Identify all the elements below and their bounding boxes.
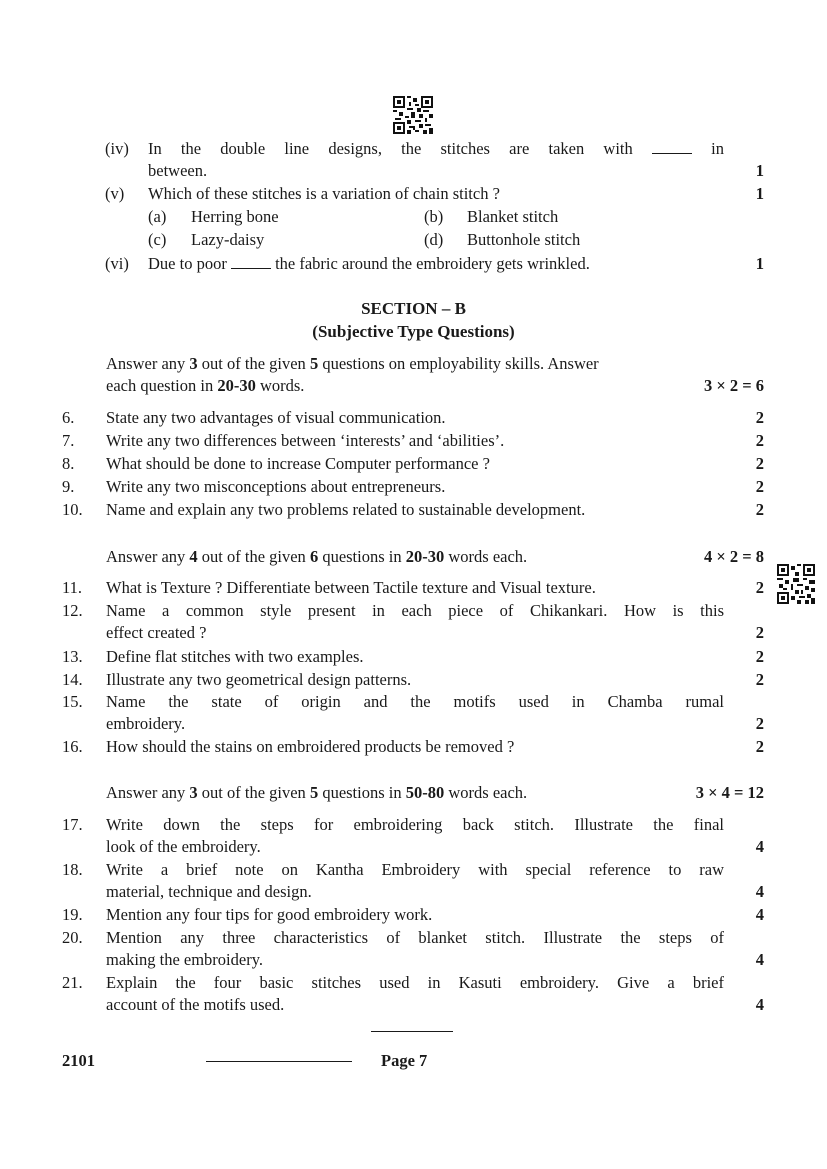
question-text: Write any two misconceptions about entrepreneurs.: [106, 477, 446, 496]
instruction-number: 3: [189, 783, 198, 802]
instruction-number: 5: [309, 354, 319, 373]
instruction-part: out of the given: [197, 354, 310, 373]
section-subtitle: (Subjective Type Questions): [312, 322, 515, 341]
question-number: 16.: [62, 737, 83, 756]
instruction: [106, 354, 599, 374]
qr-code-icon: [393, 96, 433, 134]
instruction: [106, 547, 527, 567]
instruction-range: 50-80: [405, 783, 445, 802]
question-text: [148, 254, 590, 274]
question-text-continued: between.: [148, 161, 208, 180]
qr-code-icon: [777, 564, 815, 604]
instruction-part: each question in: [106, 376, 218, 395]
question-number: 9.: [62, 477, 75, 496]
instruction-range: 20-30: [405, 547, 445, 566]
question-text-continued: making the embroidery.: [106, 950, 264, 969]
question-number: 18.: [62, 860, 83, 879]
instruction-part: Answer any: [106, 783, 190, 802]
marks: 4: [755, 837, 764, 856]
end-divider: [371, 1031, 453, 1032]
section-marks: 3 × 4 = 12: [695, 783, 764, 802]
marks: 2: [755, 408, 764, 427]
question-number: 13.: [62, 647, 83, 666]
question-text: Name a common style present in each piece of Chikankari. How is this: [106, 601, 724, 620]
question-text: Name and explain any two problems related to sustainable development.: [106, 500, 586, 519]
marks: 2: [755, 670, 764, 689]
section-marks: 4 × 2 = 8: [703, 547, 764, 566]
instruction-number: 5: [309, 783, 319, 802]
marks: 2: [755, 623, 764, 642]
question-number: 19.: [62, 905, 83, 924]
question-text-part: In the double line designs, the stitches are taken with: [148, 139, 633, 158]
question-text-continued: look of the embroidery.: [106, 837, 261, 856]
question-number: (vi): [105, 254, 129, 273]
instruction-part: questions in: [318, 783, 406, 802]
page-number: Page 7: [381, 1051, 428, 1070]
instruction-part: out of the given: [197, 547, 310, 566]
marks: 4: [755, 905, 764, 924]
option-text: Lazy-daisy: [191, 230, 265, 249]
marks: 2: [755, 737, 764, 756]
instruction-part: Answer any: [106, 354, 190, 373]
question-text: Write a brief note on Kantha Embroidery with special reference to raw: [106, 860, 724, 879]
question-text: How should the stains on embroidered products be removed ?: [106, 737, 515, 756]
option-text: Blanket stitch: [467, 207, 559, 226]
footer-rule: [206, 1061, 352, 1062]
question-text: Mention any three characteristics of blanket stitch. Illustrate the steps of: [106, 928, 724, 947]
question-text-continued: effect created ?: [106, 623, 207, 642]
question-text: [148, 139, 724, 159]
question-number: (v): [105, 184, 125, 203]
question-text-part: Due to poor: [148, 254, 227, 273]
instruction: [106, 783, 527, 803]
instruction-part: questions in: [318, 547, 406, 566]
marks: 2: [755, 500, 764, 519]
marks: 2: [755, 477, 764, 496]
question-text: Illustrate any two geometrical design patterns.: [106, 670, 412, 689]
question-text: Mention any four tips for good embroidery work.: [106, 905, 433, 924]
question-text: Write any two differences between ‘interests’ and ‘abilities’.: [106, 431, 505, 450]
question-number: 17.: [62, 815, 83, 834]
marks: 2: [755, 454, 764, 473]
question-number: 20.: [62, 928, 83, 947]
question-text-continued: account of the motifs used.: [106, 995, 285, 1014]
question-number: 21.: [62, 973, 83, 992]
option-text: Herring bone: [191, 207, 279, 226]
instruction: [106, 376, 304, 396]
option-text: Buttonhole stitch: [467, 230, 581, 249]
question-number: 10.: [62, 500, 83, 519]
marks: 4: [755, 882, 764, 901]
marks: 2: [755, 431, 764, 450]
instruction-part: words each.: [444, 783, 528, 802]
question-text: What should be done to increase Computer performance ?: [106, 454, 490, 473]
fill-in-blank: [652, 141, 692, 154]
question-number: 11.: [62, 578, 83, 597]
question-number: 6.: [62, 408, 75, 427]
instruction-part: Answer any: [106, 547, 190, 566]
instruction-number: 4: [189, 547, 198, 566]
marks: 4: [755, 950, 764, 969]
question-number: (iv): [105, 139, 129, 158]
marks: 2: [755, 578, 764, 597]
question-text: Which of these stitches is a variation of chain stitch ?: [148, 184, 500, 203]
marks: 4: [755, 995, 764, 1014]
question-text: Name the state of origin and the motifs used in Chamba rumal: [106, 692, 724, 711]
option-key: (b): [424, 207, 444, 226]
question-text-continued: material, technique and design.: [106, 882, 312, 901]
instruction-number: 6: [309, 547, 319, 566]
option-key: (c): [148, 230, 167, 249]
instruction-part: words.: [255, 376, 305, 395]
marks: 1: [755, 184, 764, 203]
fill-in-blank: [231, 256, 271, 269]
marks: 2: [755, 647, 764, 666]
question-text: Write down the steps for embroidering back stitch. Illustrate the final: [106, 815, 724, 834]
question-text: What is Texture ? Differentiate between Tactile texture and Visual texture.: [106, 578, 596, 597]
question-text: Explain the four basic stitches used in Kasuti embroidery. Give a brief: [106, 973, 724, 992]
option-key: (a): [148, 207, 167, 226]
question-number: 8.: [62, 454, 75, 473]
instruction-part: questions on employability skills. Answer: [318, 354, 599, 373]
instruction-part: words each.: [444, 547, 528, 566]
question-text-part: in: [711, 139, 725, 158]
marks: 2: [755, 714, 764, 733]
paper-code: 2101: [62, 1051, 95, 1070]
instruction-part: out of the given: [197, 783, 310, 802]
question-number: 12.: [62, 601, 83, 620]
instruction-number: 3: [189, 354, 198, 373]
question-number: 15.: [62, 692, 83, 711]
marks: 1: [755, 254, 764, 273]
section-marks: 3 × 2 = 6: [703, 376, 764, 395]
question-text: Define flat stitches with two examples.: [106, 647, 364, 666]
section-title: SECTION – B: [361, 299, 466, 318]
question-text: State any two advantages of visual communication.: [106, 408, 446, 427]
marks: 1: [755, 161, 764, 180]
question-text-continued: embroidery.: [106, 714, 186, 733]
question-number: 14.: [62, 670, 83, 689]
question-text-part: the fabric around the embroidery gets wrinkled.: [275, 254, 590, 273]
option-key: (d): [424, 230, 444, 249]
instruction-range: 20-30: [217, 376, 256, 395]
question-number: 7.: [62, 431, 75, 450]
